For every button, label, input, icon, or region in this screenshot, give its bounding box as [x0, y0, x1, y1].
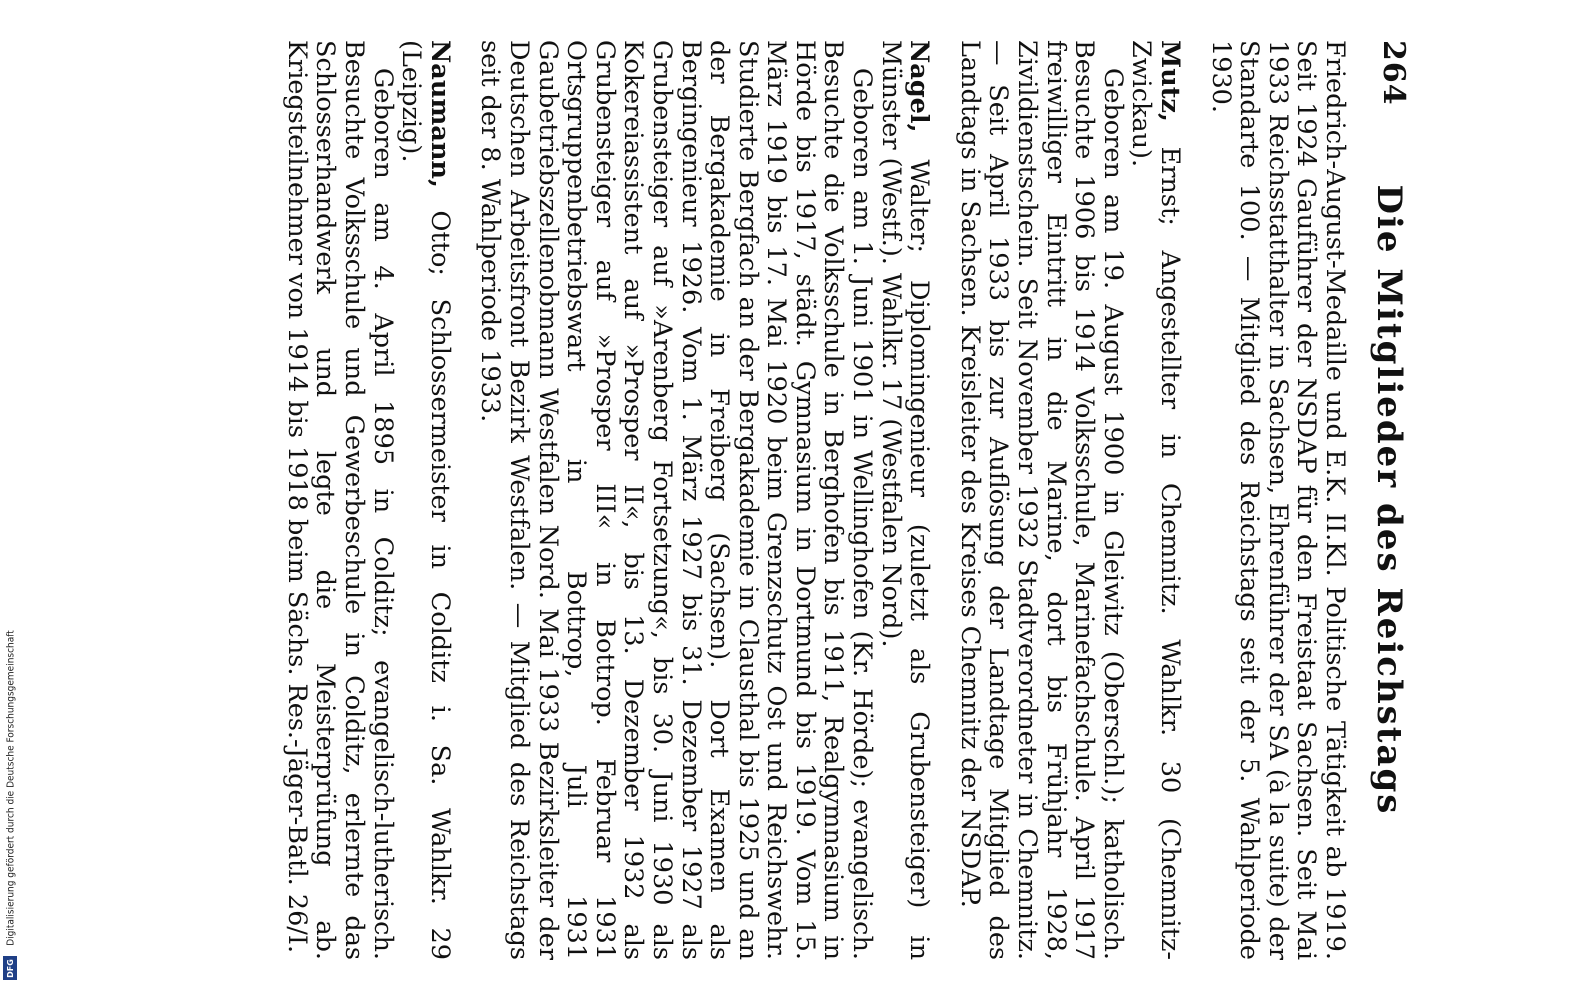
dfg-logo	[3, 956, 17, 980]
entry-head-text: Ernst; Angestellter in Chemnitz. Wahlkr. 30 (Chemnitz-Zwickau).	[1126, 40, 1186, 960]
entry-name: Naumann,	[424, 40, 455, 188]
continuation-paragraph: Friedrich-August-Medaille und E.K. II.Kl. Politische Tätigkeit ab 1919. Seit 1924 Gauführer der NSDAP für den Freistaat Sachsen. Seit Mai 1933 Reichsstatthalter in Sachsen, Ehrenführer der SA (à la suite) der Standarte 100. — Mitglied des Reichstags seit der 5. Wahlperiode 1930.	[1205, 40, 1350, 960]
entry-nagel	[476, 40, 934, 960]
entry-biography: Geboren am 19. August 1900 in Gleiwitz (Oberschl.); katholisch. Besuchte 1906 bis 1914 Volksschule, Marinefachschule. April 1917 freiwilliger Eintritt in die Marine, dort bis Frühjahr 1928, Zivildienstschein. Seit November 1932 Stadtverordneter in Chemnitz. — Seit April 1933 bis zur Auflösung der Landtage Mitglied des Landtags in Sachsen. Kreisleiter des Kreises Chemnitz der NSDAP.	[954, 40, 1128, 960]
dfg-logo-text: DFG	[5, 958, 15, 978]
funding-credit: Digitalisierung gefördert durch die Deutsche Forschungsgemeinschaft	[5, 630, 17, 946]
entry-mutz	[955, 40, 1184, 960]
entry-name: Nagel,	[904, 40, 935, 133]
entry-head-text: Walter; Diplomingenieur (zuletzt als Grubensteiger) in Münster (Westf.). Wahlkr. 17 (Westfalen Nord).	[875, 40, 935, 960]
entry-naumann	[282, 40, 454, 960]
entry-biography: Geboren am 1. Juni 1901 in Wellinghofen (Kr. Hörde); evangelisch. Besuchte die Volksschule in Berghofen bis 1911, Realgymnasium in Hörde bis 1917, städt. Gymnasium in Dortmund bis 1919. Vom 15. März 1919 bis 17. Mai 1920 beim Grenzschutz Ost und Reichswehr. Studierte Bergfach an der Bergakademie in Clausthal bis 1925 und an der Bergakademie in Freiberg (Sachsen). Dort Examen als Bergingenieur 1926. Vom 1. März 1927 bis 31. Dezember 1927 als Grubensteiger auf »Arenberg Fortsetzung«, bis 30. Juni 1930 als Kokereiassistent auf »Prosper II«, bis 13. Dezember 1932 als Grubensteiger auf »Prosper III« in Bottrop. Februar 1931 Ortsgruppenbetriebswart in Bottrop, Juli 1931 Gaubetriebszellenobmann Westfalen Nord. Mai 1933 Bezirksleiter der Deutschen Arbeitsfront Bezirk Westfalen. — Mitglied des Reichstags seit der 8. Wahlperiode 1933.	[475, 40, 878, 960]
page-number: 264	[1376, 40, 1411, 106]
entry-biography: Geboren am 4. April 1895 in Colditz; evangelisch-lutherisch. Besuchte Volksschule und Gewerbeschule in Colditz, erlernte das Schlosserhandwerk und legte die Meisterprüfung ab. Kriegsteilnehmer von 1914 bis 1918 beim Sächs. Res.-Jäger-Batl. 26/I.	[281, 40, 398, 960]
entry-heading	[1127, 40, 1184, 960]
entry-name: Mutz,	[1155, 40, 1186, 122]
entry-heading	[876, 40, 933, 960]
entry-head-text: Otto; Schlossermeister in Colditz i. Sa. Wahlkr. 29 (Leipzig).	[396, 40, 455, 960]
running-head: Die Mitglieder des Reichstags	[1369, 184, 1409, 816]
digitization-note	[0, 0, 22, 1000]
book-page	[169, 30, 1419, 970]
entry-heading	[397, 40, 454, 960]
page-body	[282, 40, 1349, 960]
